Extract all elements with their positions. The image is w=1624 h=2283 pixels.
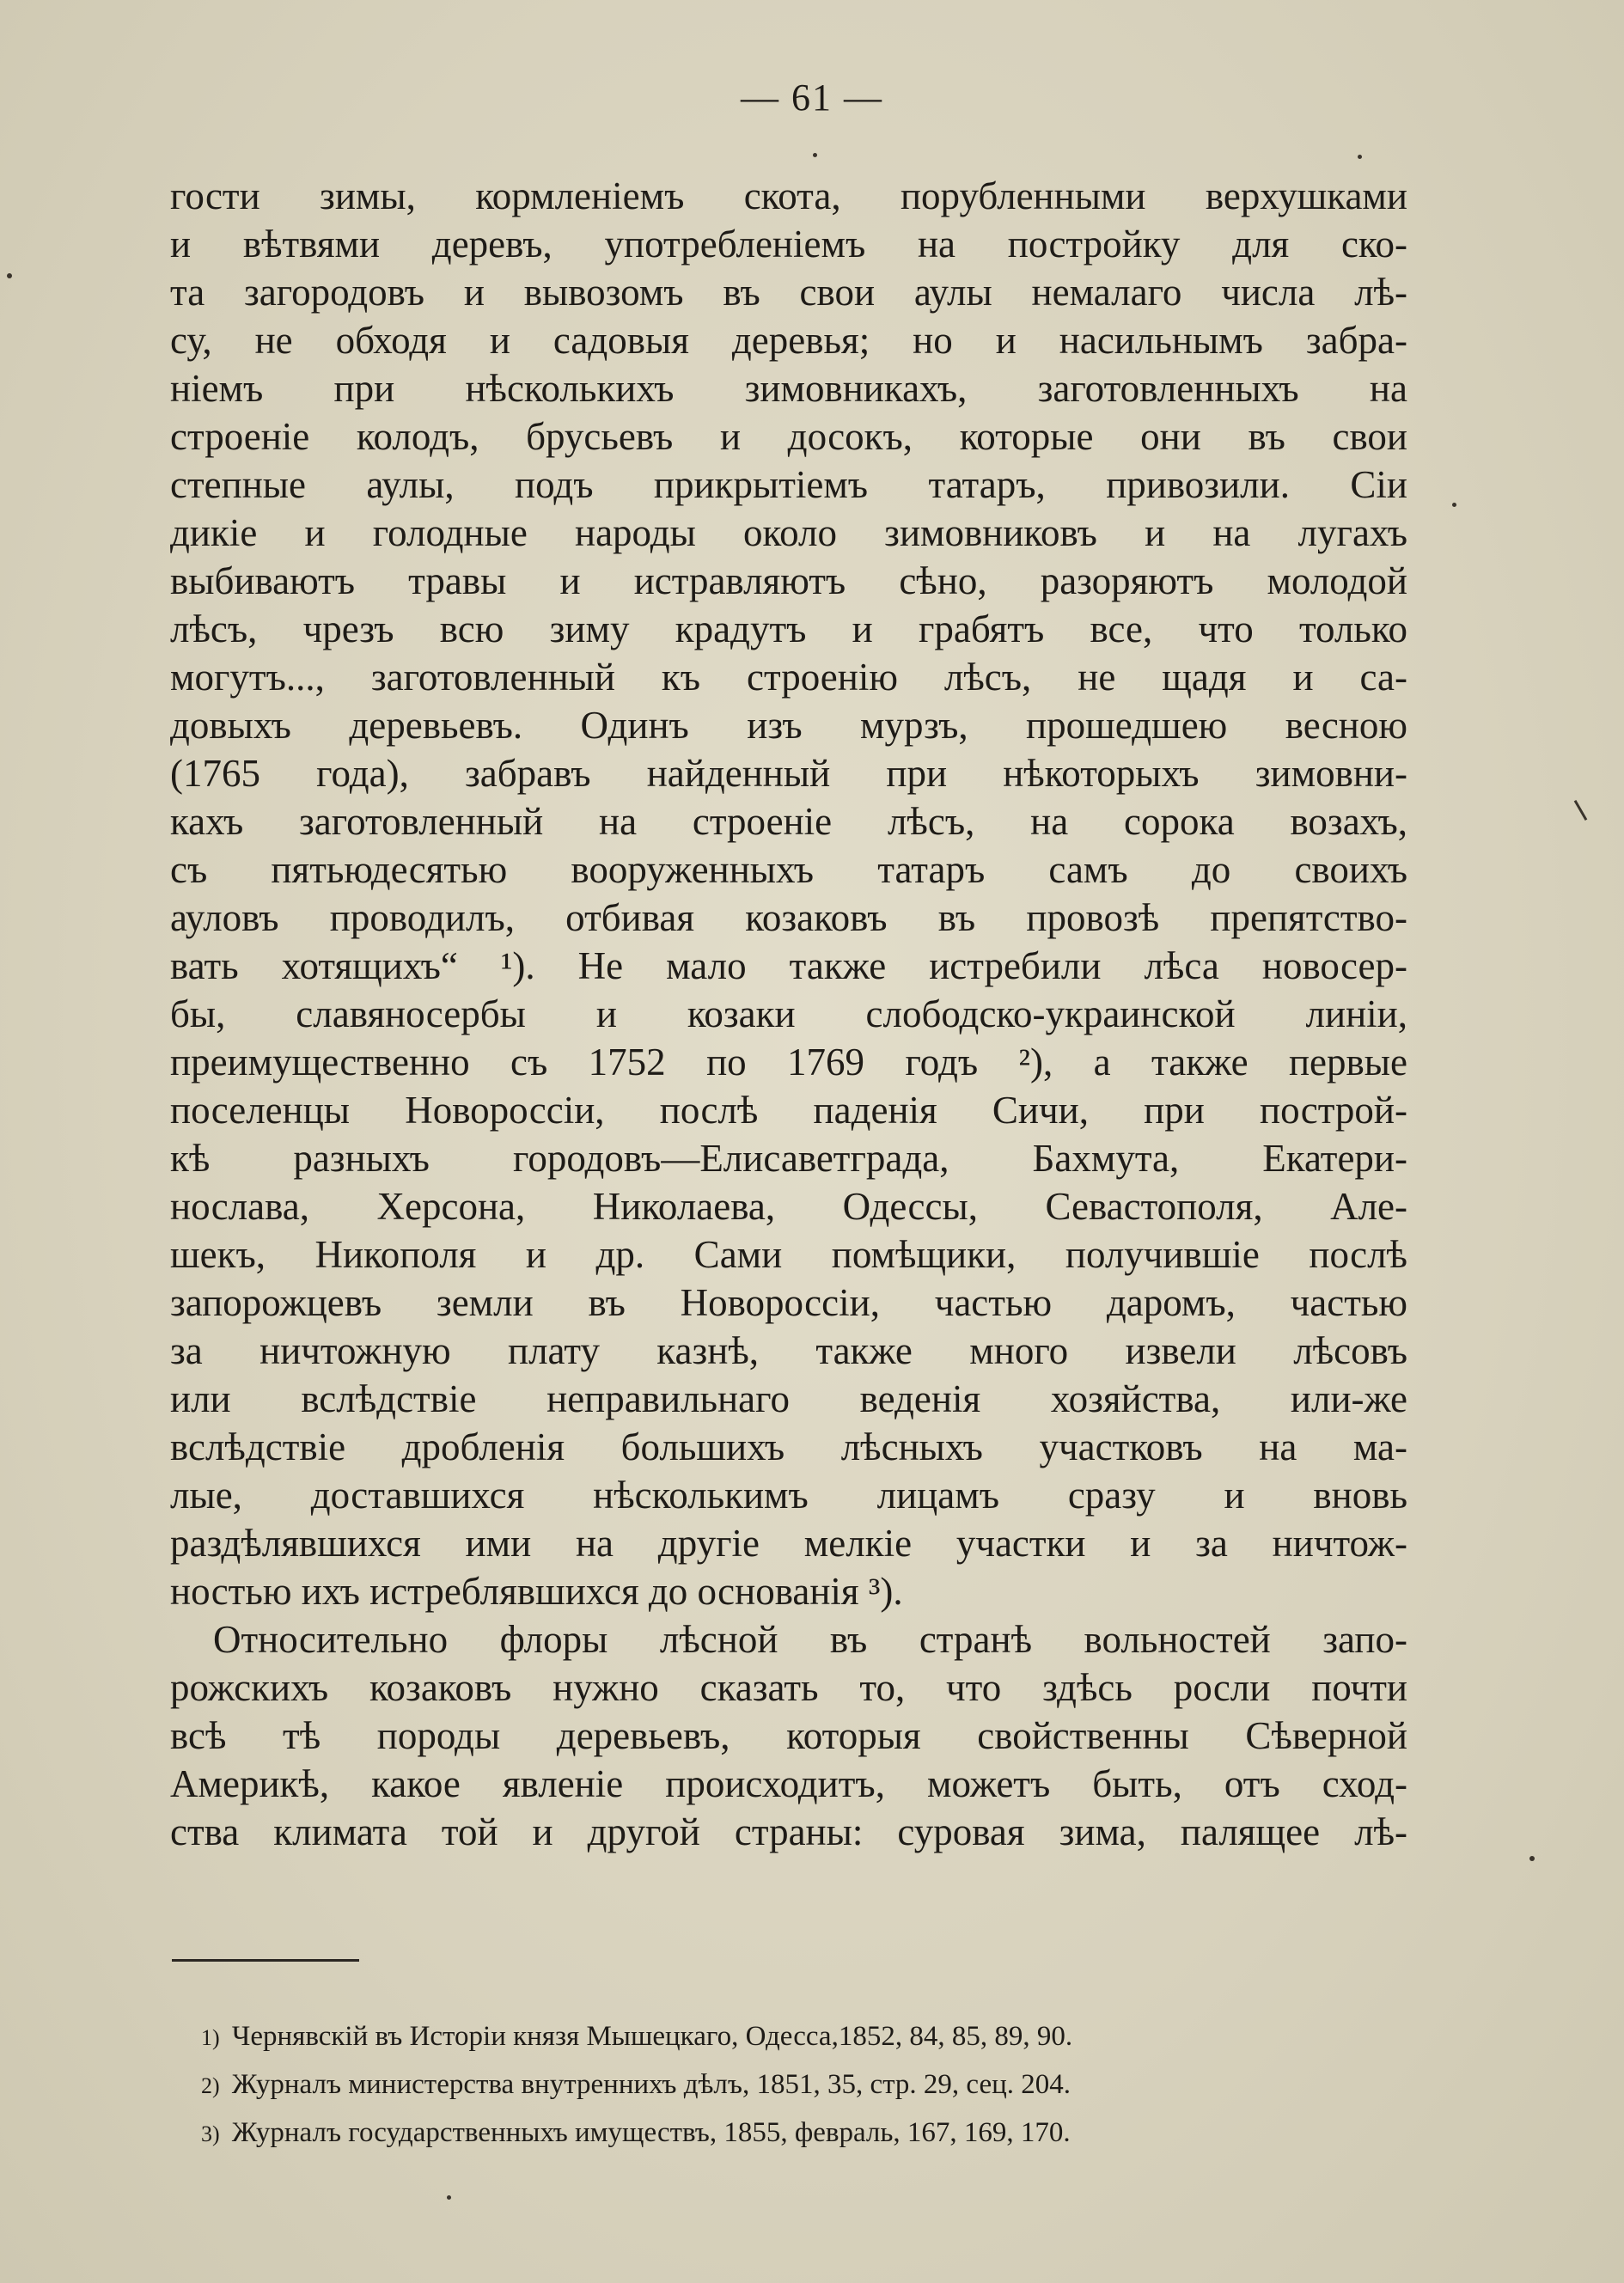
text-line: та загородовъ и вывозомъ въ свои аулы немалаго числа лѣ- <box>170 271 1407 314</box>
text-line: ніемъ при нѣсколькихъ зимовникахъ, заготовленныхъ на <box>170 367 1407 410</box>
text-line: лые, доставшихся нѣсколькимъ лицамъ сразу и вновь <box>170 1474 1407 1517</box>
text-line: ауловъ проводилъ, отбивая козаковъ въ провозѣ препятство- <box>170 896 1407 939</box>
text-line: рожскихъ козаковъ нужно сказать то, что здѣсь росли почти <box>170 1666 1407 1709</box>
text-line: выбиваютъ травы и истравляютъ сѣно, разоряютъ молодой <box>170 559 1407 602</box>
text-line: нослава, Херсона, Николаева, Одессы, Севастополя, Але- <box>170 1185 1407 1228</box>
text-line: су, не обходя и садовыя деревья; но и насильнымъ забра- <box>170 319 1407 362</box>
text-line: съ пятьюдесятью вооруженныхъ татаръ самъ до своихъ <box>170 848 1407 891</box>
page-number: — 61 — <box>741 76 883 119</box>
text-line: кахъ заготовленный на строеніе лѣсъ, на сорока возахъ, <box>170 800 1407 843</box>
text-line: лѣсъ, чрезъ всю зиму крадутъ и грабятъ все, что только <box>170 607 1407 650</box>
paper-speck <box>813 153 817 157</box>
text-line: шекъ, Никополя и др. Сами помѣщики, получившіе послѣ <box>170 1233 1407 1276</box>
footnote-divider <box>172 1959 359 1962</box>
text-line: поселенцы Новороссіи, послѣ паденія Сичи, при построй- <box>170 1089 1407 1132</box>
text-line: бы, славяносербы и козаки слободско-украинской линіи, <box>170 992 1407 1035</box>
text-line: ностью ихъ истреблявшихся до основанія ³). <box>170 1570 903 1613</box>
text-line: вслѣдствіе дробленія большихъ лѣсныхъ участковъ на ма- <box>170 1425 1407 1468</box>
text-line: (1765 года), забравъ найденный при нѣкоторыхъ зимовни- <box>170 752 1407 795</box>
text-line: строеніе колодъ, брусьевъ и досокъ, которые они въ свои <box>170 415 1407 458</box>
footnote <box>201 2012 1404 2060</box>
paper-speck <box>1452 503 1456 507</box>
footnote-text: Журналъ государственныхъ имуществъ, 1855, февраль, 167, 169, 170. <box>231 2117 1071 2148</box>
text-line: всѣ тѣ породы деревьевъ, которыя свойственны Сѣверной <box>170 1714 1407 1757</box>
text-line: дикіе и голодные народы около зимовниковъ и на лугахъ <box>170 511 1407 554</box>
text-line: степные аулы, подъ прикрытіемъ татаръ, привозили. Сіи <box>170 463 1407 506</box>
footnote <box>201 2060 1404 2109</box>
text-line: довыхъ деревьевъ. Одинъ изъ мурзъ, прошедшею весною <box>170 704 1407 747</box>
text-line: преимущественно съ 1752 по 1769 годъ ²), а также первые <box>170 1041 1407 1084</box>
text-line: и вѣтвями деревъ, употребленіемъ на постройку для ско- <box>170 223 1407 266</box>
footnote <box>201 2109 1404 2157</box>
footnotes <box>201 2012 1404 2157</box>
text-line: Относительно флоры лѣсной въ странѣ вольностей запо- <box>213 1618 1407 1661</box>
text-line: ства климата той и другой страны: суровая зима, палящее лѣ- <box>170 1810 1407 1853</box>
footnote-number: 1) <box>201 2025 220 2050</box>
text-line: запорожцевъ земли въ Новороссіи, частью даромъ, частью <box>170 1281 1407 1324</box>
text-line: раздѣлявшихся ими на другіе мелкіе участки и за ничтож- <box>170 1522 1407 1565</box>
paper-mark <box>1574 800 1588 821</box>
text-line: за ничтожную плату казнѣ, также много извели лѣсовъ <box>170 1329 1407 1372</box>
text-line: Америкѣ, какое явленіе происходитъ, можетъ быть, отъ сход- <box>170 1762 1407 1805</box>
footnote-number: 3) <box>201 2121 220 2146</box>
footnote-text: Журналъ министерства внутреннихъ дѣлъ, 1851, 35, стр. 29, сец. 204. <box>231 2069 1071 2100</box>
text-line: или вслѣдствіе неправильнаго веденія хозяйства, или-же <box>170 1377 1407 1420</box>
text-line: кѣ разныхъ городовъ—Елисаветграда, Бахмута, Екатери- <box>170 1137 1407 1180</box>
footnote-number: 2) <box>201 2073 220 2098</box>
paper-speck <box>1529 1856 1535 1861</box>
paper-speck <box>7 273 12 278</box>
text-line: вать хотящихъ“ ¹). Не мало также истребили лѣса новосер- <box>170 944 1407 987</box>
text-line: могутъ..., заготовленный къ строенію лѣсъ, не щадя и са- <box>170 656 1407 699</box>
body-text <box>170 172 1407 1856</box>
text-line: гости зимы, кормленіемъ скота, порубленными верхушками <box>170 174 1407 217</box>
paper-speck <box>447 2195 451 2200</box>
footnote-text: Чернявскій въ Исторіи князя Мышецкаго, Одесса,1852, 84, 85, 89, 90. <box>231 2021 1073 2052</box>
paper-speck <box>1358 155 1362 159</box>
